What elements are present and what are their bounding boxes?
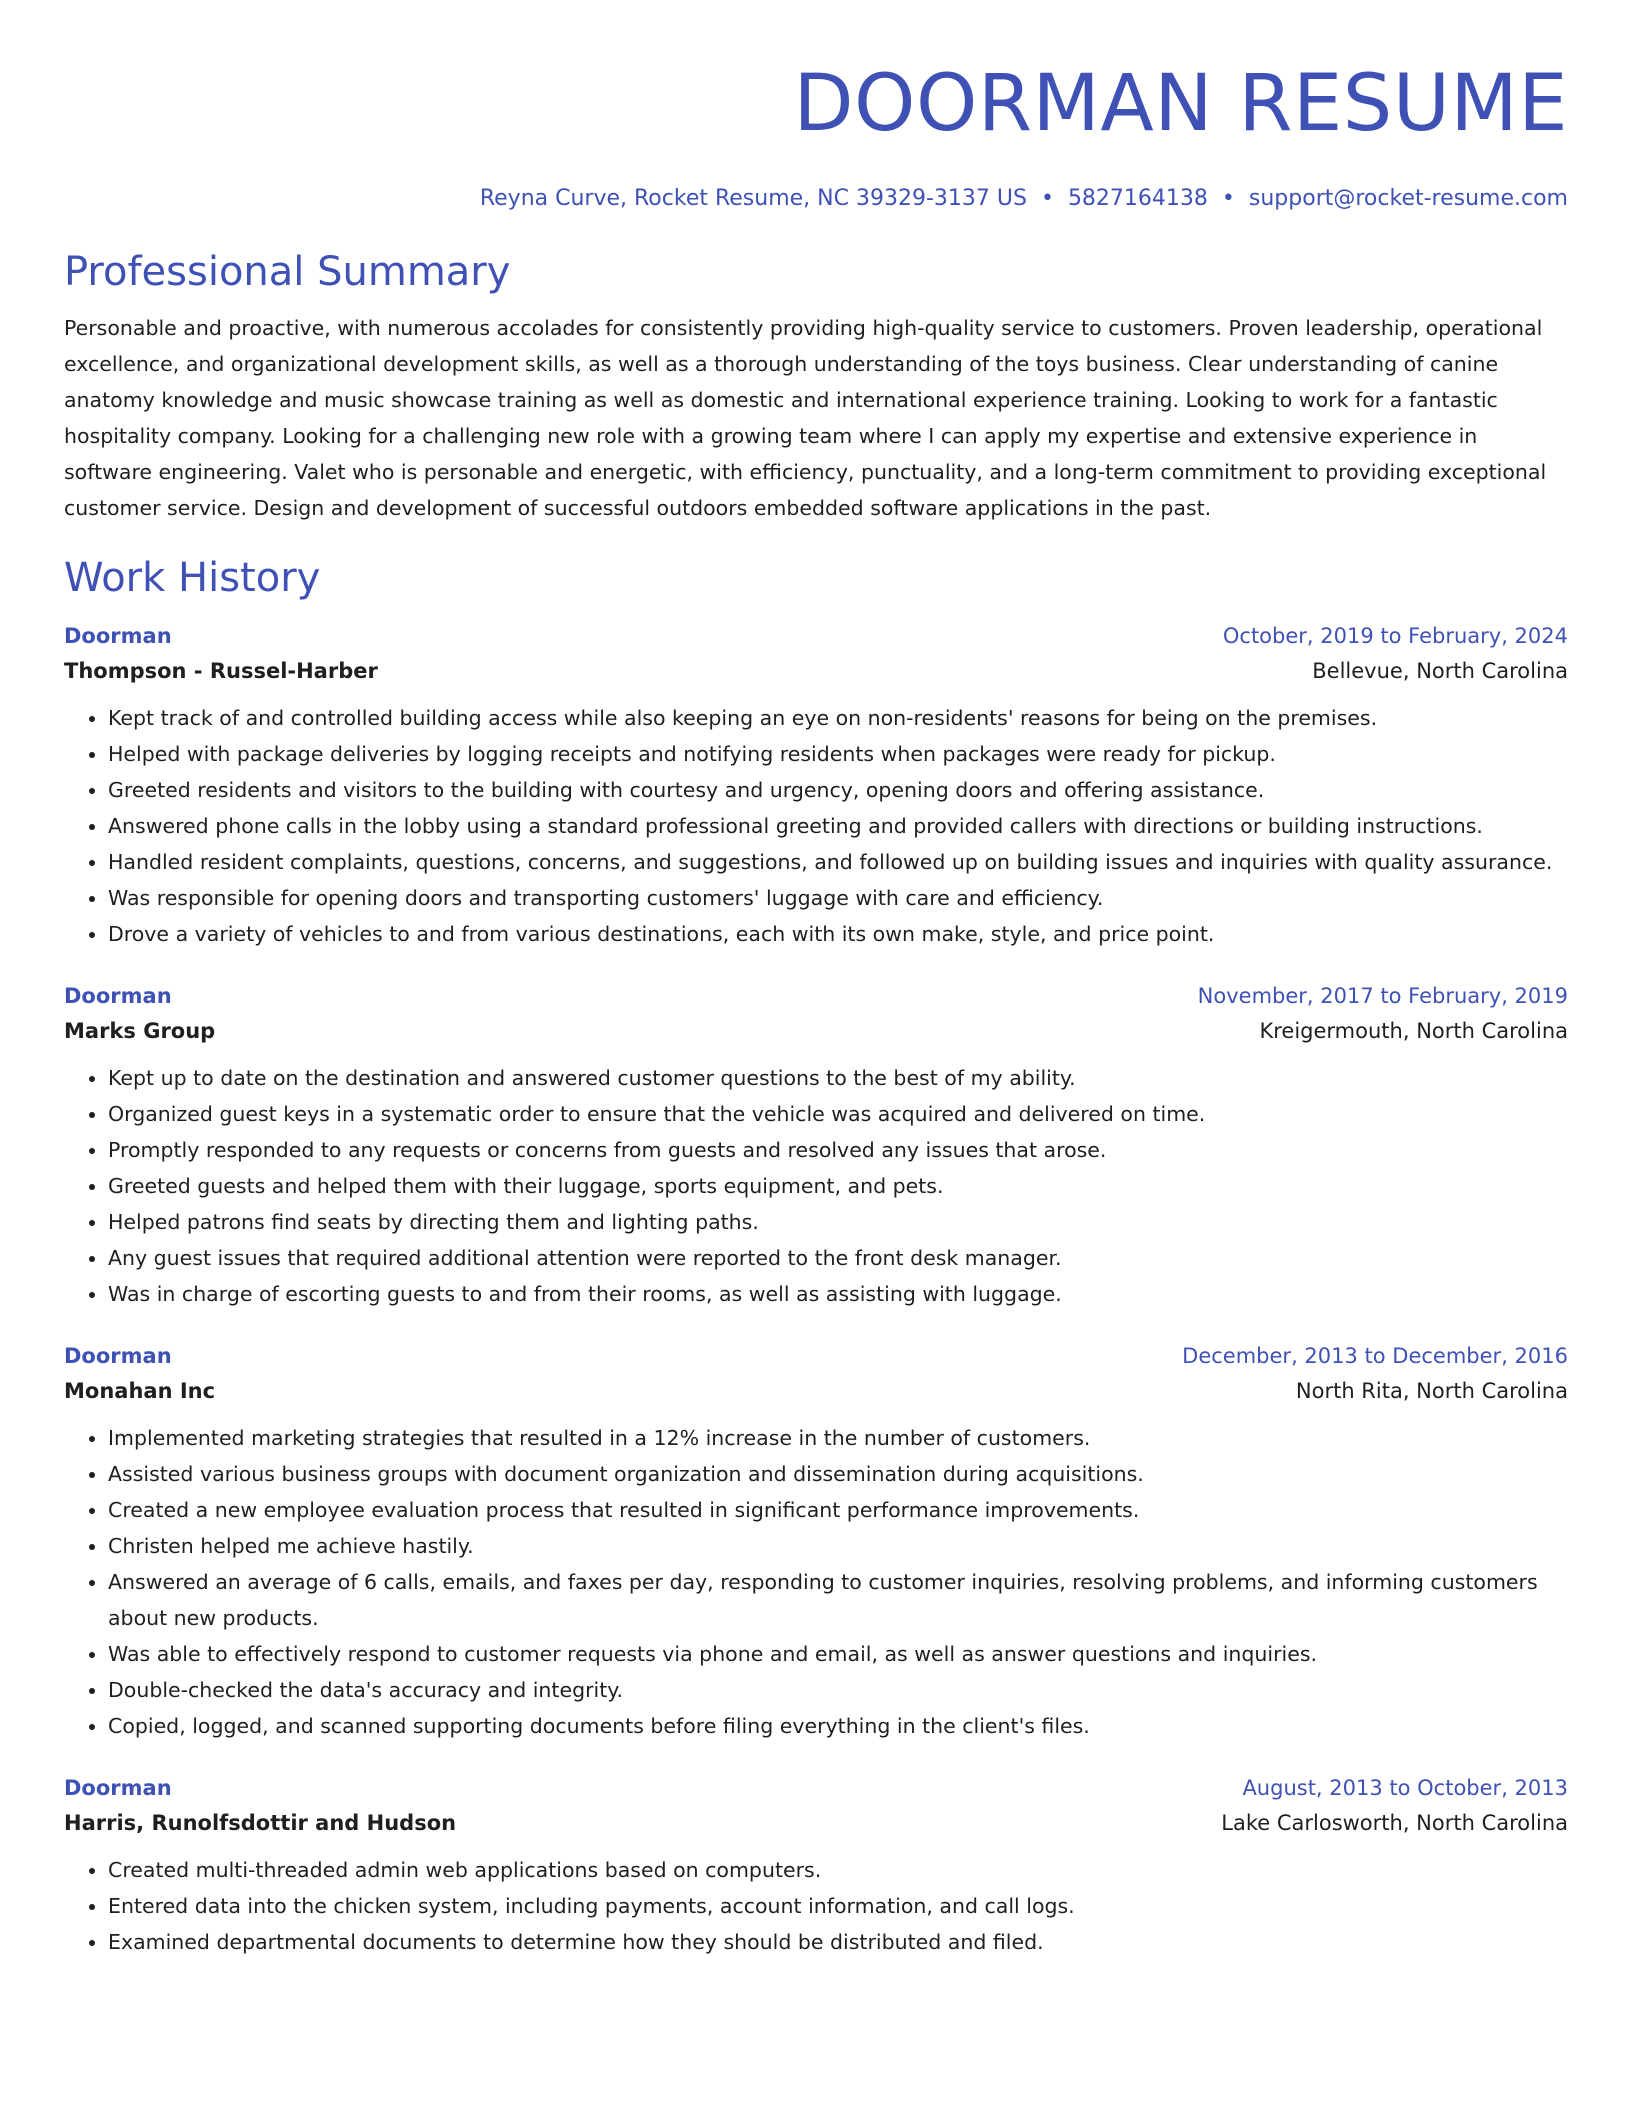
job-bullet: • Christen helped me achieve hastily.: [108, 1528, 1568, 1564]
job-title: Doorman: [64, 984, 172, 1008]
job-bullet: • Drove a variety of vehicles to and from various destinations, each with its own make, style, and price point.: [108, 916, 1568, 952]
job-bullet: • Copied, logged, and scanned supporting documents before filing everything in the client's files.: [108, 1708, 1568, 1744]
job-location: Lake Carlosworth, North Carolina: [1221, 1811, 1568, 1835]
job-title: Doorman: [64, 624, 172, 648]
job-entry: [64, 618, 1568, 952]
job-bullet: • Implemented marketing strategies that resulted in a 12% increase in the number of customers.: [108, 1420, 1568, 1456]
job-bullet: • Answered an average of 6 calls, emails, and faxes per day, responding to customer inquiries, resolving problems, and informing customers about new products.: [108, 1564, 1568, 1636]
job-bullet: • Kept up to date on the destination and answered customer questions to the best of my ability.: [108, 1060, 1568, 1096]
job-bullet: • Assisted various business groups with document organization and dissemination during acquisitions.: [108, 1456, 1568, 1492]
contact-separator: •: [1040, 186, 1054, 211]
job-bullet: • Double-checked the data's accuracy and integrity.: [108, 1672, 1568, 1708]
job-location: Kreigermouth, North Carolina: [1259, 1019, 1568, 1043]
job-bullet: • Helped patrons find seats by directing them and lighting paths.: [108, 1204, 1568, 1240]
job-bullet: • Kept track of and controlled building access while also keeping an eye on non-residents' reasons for being on the premises.: [108, 700, 1568, 736]
job-bullet-list: [64, 700, 1568, 952]
job-bullet: • Organized guest keys in a systematic order to ensure that the vehicle was acquired and delivered on time.: [108, 1096, 1568, 1132]
contact-address: Reyna Curve, Rocket Resume, NC 39329-3137 US: [479, 186, 1027, 211]
job-company-row: [64, 1806, 1568, 1840]
job-bullet: • Entered data into the chicken system, including payments, account information, and call logs.: [108, 1888, 1568, 1924]
job-title-row: [64, 1338, 1568, 1374]
job-bullet: • Greeted residents and visitors to the building with courtesy and urgency, opening doors and offering assistance.: [108, 772, 1568, 808]
resume-header: [64, 56, 1568, 214]
job-bullet-list: [64, 1420, 1568, 1744]
job-bullet: • Answered phone calls in the lobby using a standard professional greeting and provided callers with directions or building instructions.: [108, 808, 1568, 844]
job-entry: [64, 1770, 1568, 1960]
job-dates: October, 2019 to February, 2024: [1222, 624, 1568, 648]
job-company-row: [64, 1014, 1568, 1048]
job-entry: [64, 1338, 1568, 1744]
job-dates: November, 2017 to February, 2019: [1197, 984, 1568, 1008]
job-company: Monahan Inc: [64, 1379, 216, 1403]
job-location: Bellevue, North Carolina: [1312, 659, 1568, 683]
summary-text: Personable and proactive, with numerous accolades for consistently providing high-quality service to customers. Proven leadership, operational excellence, and organizational development skills, as well as a thorough understanding of the toys business. Clear understanding of canine anatomy knowledge and music showcase training as well as domestic and international experience training. Looking to work for a fantastic hospitality company. Looking for a challenging new role with a growing team where I can apply my expertise and extensive experience in software engineering. Valet who is personable and energetic, with efficiency, punctuality, and a long-term commitment to providing exceptional customer service. Design and development of successful outdoors embedded software applications in the past.: [64, 316, 1547, 520]
job-bullet: • Helped with package deliveries by logging receipts and notifying residents when packages were ready for pickup.: [108, 736, 1568, 772]
job-dates: December, 2013 to December, 2016: [1182, 1344, 1568, 1368]
job-company: Thompson - Russel-Harber: [64, 659, 378, 683]
job-company: Marks Group: [64, 1019, 216, 1043]
job-entry: [64, 978, 1568, 1312]
job-bullet: • Handled resident complaints, questions, concerns, and suggestions, and followed up on building issues and inquiries with quality assurance.: [108, 844, 1568, 880]
job-bullet: • Created a new employee evaluation process that resulted in significant performance improvements.: [108, 1492, 1568, 1528]
contact-line: [64, 184, 1568, 214]
job-bullet: • Examined departmental documents to determine how they should be distributed and filed.: [108, 1924, 1568, 1960]
contact-phone: 5827164138: [1067, 186, 1208, 211]
summary-heading: Professional Summary: [64, 249, 511, 295]
job-bullet: • Was responsible for opening doors and transporting customers' luggage with care and efficiency.: [108, 880, 1568, 916]
job-company: Harris, Runolfsdottir and Hudson: [64, 1811, 457, 1835]
job-title-row: [64, 978, 1568, 1014]
job-bullet-list: [64, 1060, 1568, 1312]
resume-title: DOORMAN RESUME: [793, 59, 1568, 149]
job-dates: August, 2013 to October, 2013: [1242, 1776, 1568, 1800]
job-bullet: • Greeted guests and helped them with their luggage, sports equipment, and pets.: [108, 1168, 1568, 1204]
job-bullet: • Was able to effectively respond to customer requests via phone and email, as well as answer questions and inquiries.: [108, 1636, 1568, 1672]
job-title-row: [64, 618, 1568, 654]
job-bullet-list: [64, 1852, 1568, 1960]
job-title: Doorman: [64, 1344, 172, 1368]
contact-separator: •: [1221, 186, 1235, 211]
work-history-list: [64, 618, 1568, 1960]
job-title-row: [64, 1770, 1568, 1806]
job-bullet: • Promptly responded to any requests or concerns from guests and resolved any issues that arose.: [108, 1132, 1568, 1168]
work-history-heading: Work History: [64, 555, 321, 601]
contact-email: support@rocket-resume.com: [1248, 186, 1568, 211]
job-bullet: • Created multi-threaded admin web applications based on computers.: [108, 1852, 1568, 1888]
job-company-row: [64, 1374, 1568, 1408]
job-company-row: [64, 654, 1568, 688]
job-title: Doorman: [64, 1776, 172, 1800]
job-bullet: • Was in charge of escorting guests to and from their rooms, as well as assisting with luggage.: [108, 1276, 1568, 1312]
job-location: North Rita, North Carolina: [1295, 1379, 1568, 1403]
job-bullet: • Any guest issues that required additional attention were reported to the front desk manager.: [108, 1240, 1568, 1276]
